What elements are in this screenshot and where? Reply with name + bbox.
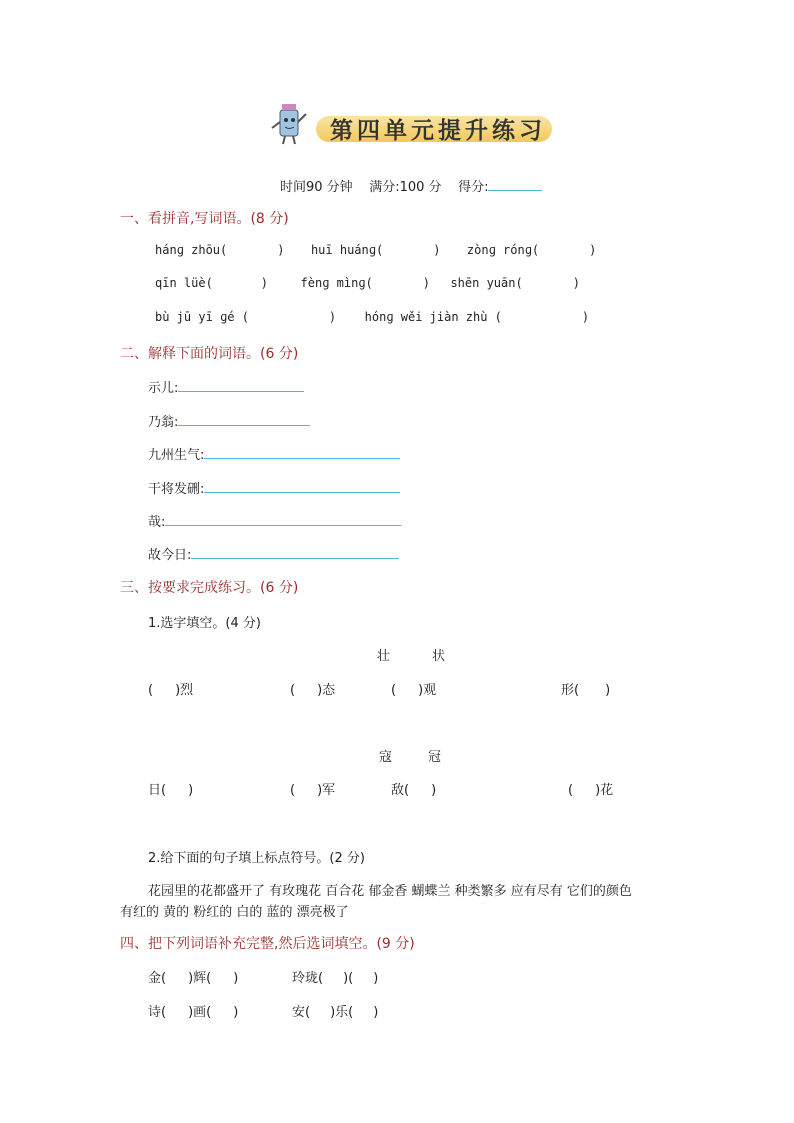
fill-item: ( )花 — [568, 783, 614, 798]
title-mascot-icon — [268, 102, 310, 148]
section1-heading: 一、看拼音,写词语。(8 分) — [120, 211, 289, 227]
fill-item: 形( ) — [561, 683, 611, 698]
answer-blank[interactable] — [204, 446, 400, 459]
q2-sentence-line1: 花园里的花都盛开了 有玫瑰花 百合花 郁金香 蝴蝶兰 种类繁多 应有尽有 它们的颜色 — [148, 884, 632, 899]
q1-label: 1.选字填空。(4 分) — [148, 616, 261, 631]
answer-blank[interactable] — [178, 413, 310, 426]
pinyin-row-3: bù jū yī ɡé ( ) hónɡ wěi jiàn zhù ( ) — [155, 310, 590, 324]
q2-sentence-line2: 有红的 黄的 粉红的 白的 蓝的 漂亮极了 — [120, 905, 349, 920]
fill-item: 日( ) — [148, 783, 194, 798]
section3-heading: 三、按要求完成练习。(6 分) — [120, 580, 299, 596]
idiom-row-1: 金( )辉( ) — [148, 971, 239, 986]
full-score-info: 满分:100 分 — [369, 180, 442, 195]
fill-item: ( )烈 — [148, 683, 194, 698]
define-item: 干将发硎: — [148, 478, 400, 497]
choice-char: 冠 — [428, 750, 442, 765]
exam-info — [280, 176, 542, 195]
section2-heading: 二、解释下面的词语。(6 分) — [120, 346, 299, 362]
define-item: 示儿: — [148, 377, 304, 396]
choice-char: 壮 — [377, 649, 391, 664]
define-item: 九州生气: — [148, 444, 400, 463]
choice-char: 状 — [432, 649, 446, 664]
q2-label: 2.给下面的句子填上标点符号。(2 分) — [148, 851, 365, 866]
fill-item: ( )观 — [391, 683, 437, 698]
idiom-row-2: 诗( )画( ) — [148, 1005, 239, 1020]
pinyin-row-1: hánɡ zhōu( ) huī huánɡ( ) zònɡ rónɡ( ) — [155, 243, 597, 257]
section4-heading: 四、把下列词语补充完整,然后选词填空。(9 分) — [120, 936, 415, 952]
pinyin-row-2: qīn lüè( ) fènɡ mìnɡ( ) shēn yuān( ) — [155, 276, 580, 290]
idiom-row-1b: 玲珑( )( ) — [292, 971, 379, 986]
page-title: 第四单元提升练习 — [330, 117, 546, 144]
answer-blank[interactable] — [191, 546, 399, 559]
define-item: 乃翁: — [148, 411, 310, 430]
define-item: 故今日: — [148, 544, 399, 563]
choice-char: 寇 — [379, 750, 393, 765]
fill-item: 敌( ) — [391, 783, 437, 798]
fill-item: ( )军 — [290, 783, 336, 798]
score-blank[interactable] — [488, 178, 542, 191]
score-label: 得分: — [458, 180, 489, 195]
idiom-row-2b: 安( )乐( ) — [292, 1005, 379, 1020]
answer-blank[interactable] — [165, 513, 401, 526]
time-info: 时间90 分钟 — [280, 180, 353, 195]
define-item: 哉: — [148, 511, 401, 530]
answer-blank[interactable] — [178, 379, 304, 392]
answer-blank[interactable] — [204, 480, 400, 493]
fill-item: ( )态 — [290, 683, 336, 698]
